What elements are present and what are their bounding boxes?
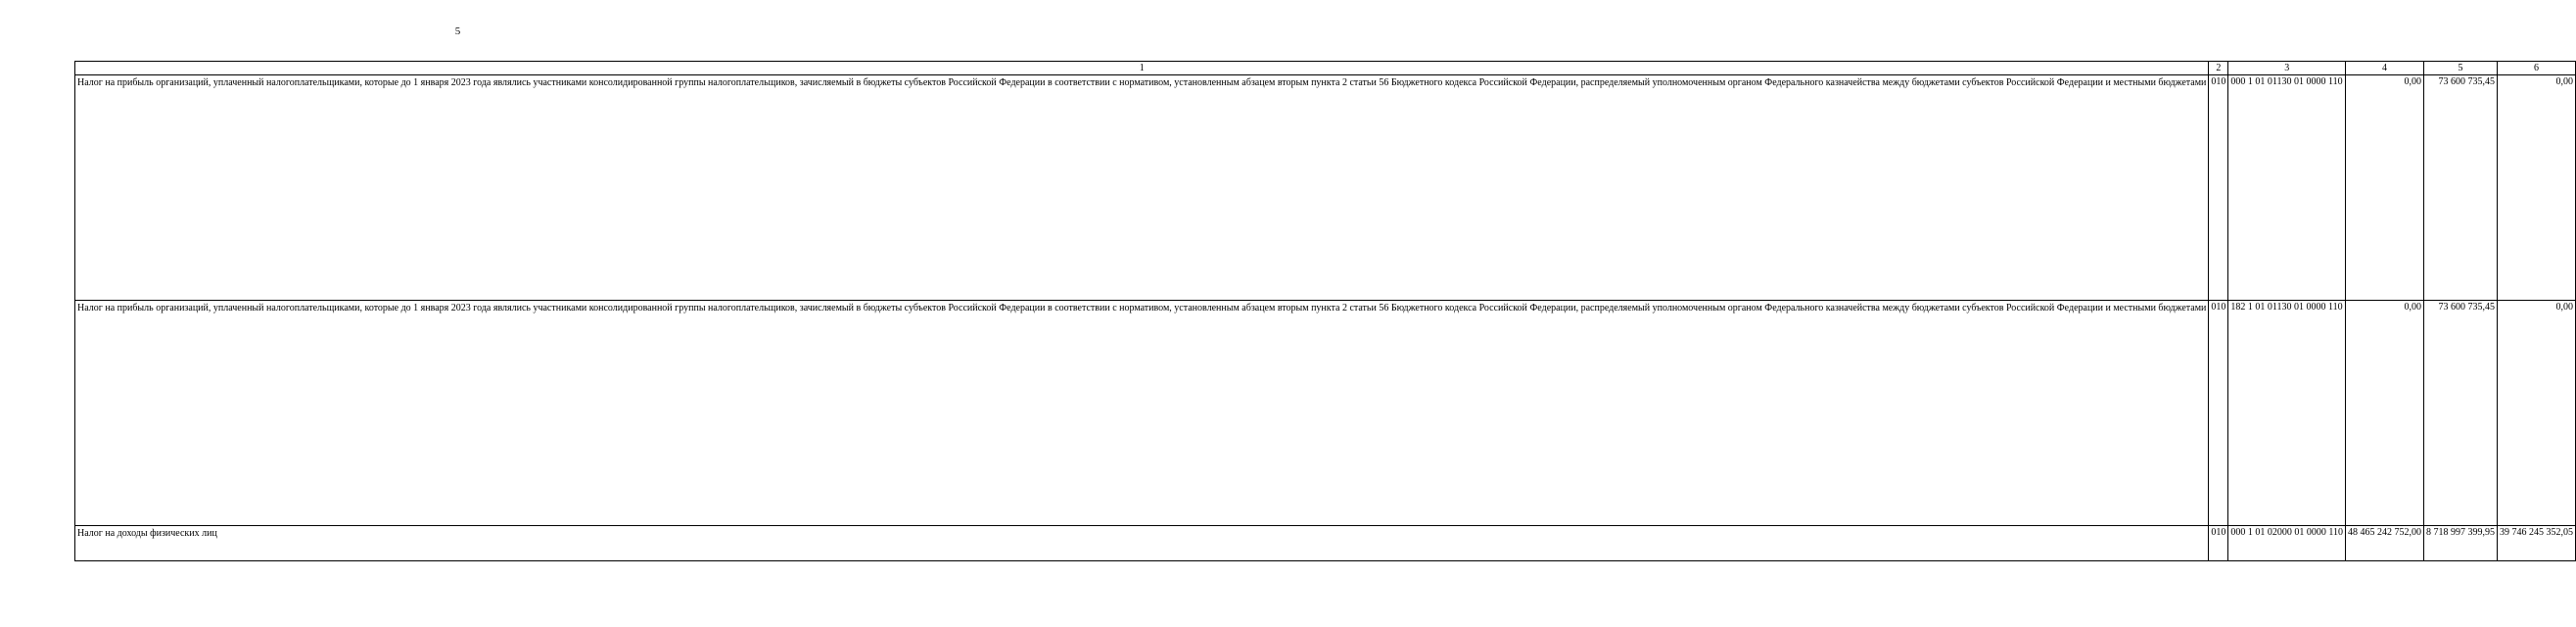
column-header-5: 5 (2424, 62, 2498, 75)
column-header-4: 4 (2346, 62, 2424, 75)
row-col4-value: 0,00 (2346, 301, 2424, 526)
page-number: 5 (454, 25, 461, 37)
row-name: Налог на прибыль организаций, уплаченный налогоплательщиками, которые до 1 января 2023 года являлись участниками консолидированной группы налогоплательщиков, зачисляемый в бюджеты субъектов Российской Федерации в соответствии с нормативом, установленным абзацем вторым пункта 2 статьи 56 Бюджетного кодекса Российской Федерации, распределяемый уполномоченным органом Федерального казначейства между бюджетами субъектов Российской Федерации и местными бюджетами (75, 301, 2209, 526)
column-header-1: 1 (75, 62, 2209, 75)
table-row (75, 75, 2576, 301)
row-line-code: 010 (2209, 75, 2228, 301)
table-row (75, 526, 2576, 561)
row-col6-value: 0,00 (2498, 75, 2576, 301)
row-col4-value: 0,00 (2346, 75, 2424, 301)
row-col5-value: 8 718 997 399,95 (2424, 526, 2498, 561)
row-col6-value: 39 746 245 352,05 (2498, 526, 2576, 561)
column-header-3: 3 (2228, 62, 2346, 75)
table-header-row (75, 62, 2576, 75)
revenue-table (74, 61, 2576, 561)
table-row (75, 301, 2576, 526)
column-header-6: 6 (2498, 62, 2576, 75)
row-col5-value: 73 600 735,45 (2424, 75, 2498, 301)
row-budget-code: 000 1 01 01130 01 0000 110 (2228, 75, 2346, 301)
row-line-code: 010 (2209, 526, 2228, 561)
row-line-code: 010 (2209, 301, 2228, 526)
column-header-2: 2 (2209, 62, 2228, 75)
row-col6-value: 0,00 (2498, 301, 2576, 526)
row-budget-code: 182 1 01 01130 01 0000 110 (2228, 301, 2346, 526)
row-budget-code: 000 1 01 02000 01 0000 110 (2228, 526, 2346, 561)
row-name: Налог на доходы физических лиц (75, 526, 2209, 561)
row-col5-value: 73 600 735,45 (2424, 301, 2498, 526)
row-col4-value: 48 465 242 752,00 (2346, 526, 2424, 561)
row-name: Налог на прибыль организаций, уплаченный налогоплательщиками, которые до 1 января 2023 года являлись участниками консолидированной группы налогоплательщиков, зачисляемый в бюджеты субъектов Российской Федерации в соответствии с нормативом, установленным абзацем вторым пункта 2 статьи 56 Бюджетного кодекса Российской Федерации, распределяемый уполномоченным органом Федерального казначейства между бюджетами субъектов Российской Федерации и местными бюджетами (75, 75, 2209, 301)
